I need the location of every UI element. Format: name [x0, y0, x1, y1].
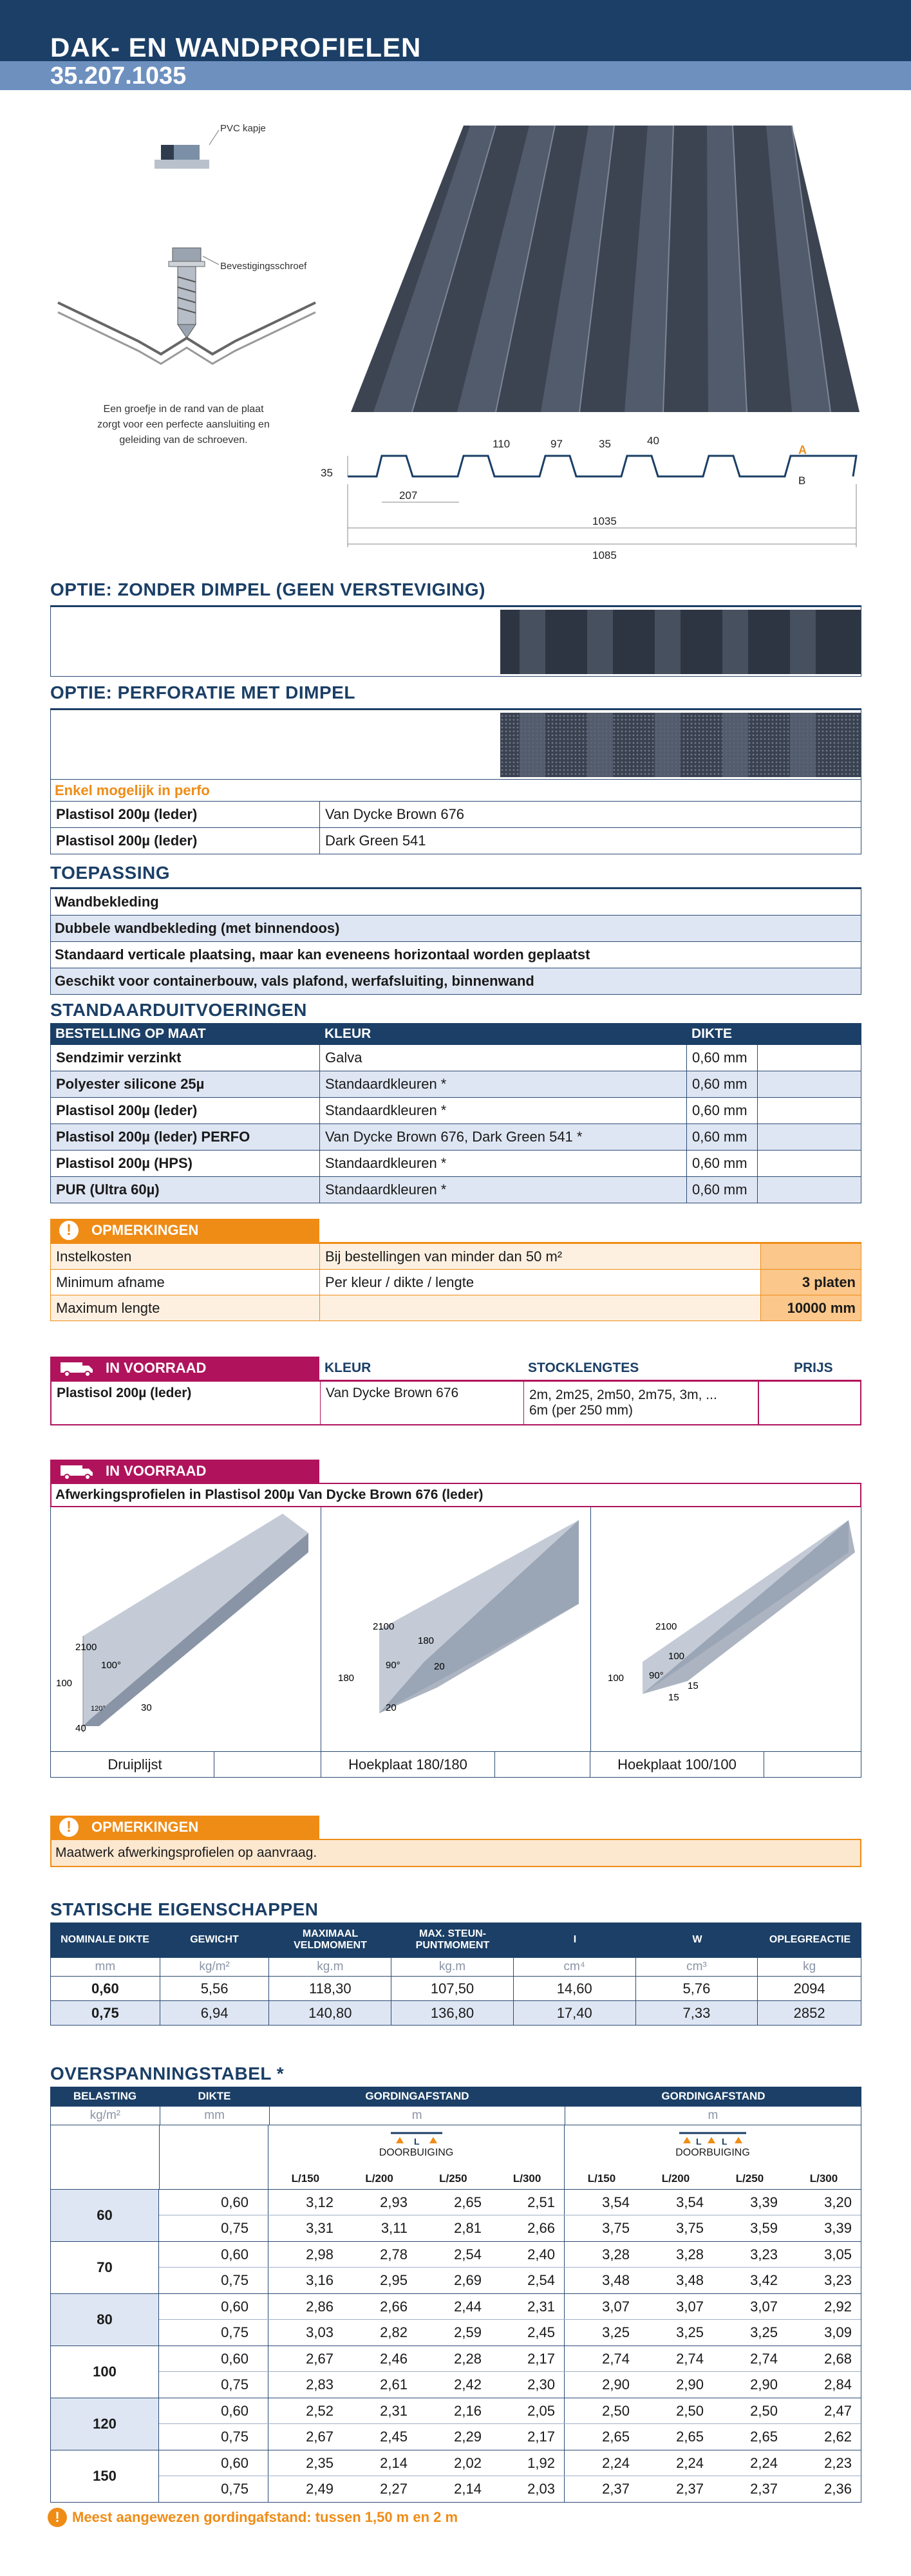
- svg-text:L: L: [696, 2136, 702, 2146]
- dim-a: A: [798, 444, 807, 456]
- overspanning-title: OVERSPANNINGSTABEL *: [50, 2064, 285, 2083]
- span-row: 0,60 2,52 2,31 2,16 2,05 2,50 2,50 2,50 2,47: [159, 2398, 861, 2424]
- footnote: ! Meest aangewezen gordingafstand: tussen 1,50 m en 2 m: [48, 2508, 861, 2527]
- dim-b: B: [798, 475, 806, 487]
- profile-section: [348, 456, 856, 476]
- svg-text:100°: 100°: [101, 1660, 122, 1671]
- svg-text:120°: 120°: [91, 1705, 106, 1713]
- sheet-illustration: [351, 126, 859, 412]
- caption-line-2: zorgt voor een perfecte aansluiting en: [97, 419, 270, 430]
- profile-name: Hoekplaat 180/180: [321, 1752, 495, 1777]
- perfo-note: Enkel mogelijk in perfo: [50, 780, 861, 802]
- profile-names-row: [50, 1752, 861, 1778]
- statisch-units: mm kg/m² kg.m kg.m cm⁴ cm³ kg: [50, 1957, 861, 1977]
- standaard-header: BESTELLING OP MAAT KLEUR DIKTE: [50, 1023, 861, 1045]
- svg-text:L: L: [413, 2136, 420, 2146]
- profile-illustration: [0, 90, 911, 573]
- option2-title: OPTIE: PERFORATIE MET DIMPEL: [50, 682, 355, 702]
- warning-icon: !: [59, 1818, 79, 1837]
- screw-label: Bevestigingsschroef: [220, 261, 307, 272]
- svg-text:90°: 90°: [649, 1670, 664, 1681]
- option1-title: OPTIE: ZONDER DIMPEL (GEEN VERSTEVIGING): [50, 579, 485, 599]
- toepassing-item: Geschikt voor containerbouw, vals plafond, werfafsluiting, binnenwand: [50, 968, 861, 995]
- svg-text:40: 40: [75, 1723, 86, 1734]
- opmerking-row: Minimum afname Per kleur / dikte / lengte 3 platen: [50, 1270, 861, 1295]
- voorraad-tab: IN VOORRAAD: [50, 1357, 319, 1380]
- span-row: 0,75 2,49 2,27 2,14 2,03 2,37 2,37 2,37 2,36: [159, 2476, 861, 2502]
- standaard-row: PUR (Ultra 60µ) Standaardkleuren * 0,60 mm: [50, 1177, 861, 1203]
- profile-name: Hoekplaat 100/100: [590, 1752, 764, 1777]
- svg-text:15: 15: [668, 1692, 680, 1703]
- statisch-row: 0,75 6,94 140,80 136,80 17,40 7,33 2852: [50, 2001, 861, 2026]
- deflection-icon: [378, 2129, 455, 2146]
- span-row: 0,75 2,83 2,61 2,42 2,30 2,90 2,90 2,90 2,84: [159, 2372, 861, 2398]
- dim-97: 97: [550, 438, 563, 450]
- pvc-cap-icon: [155, 130, 219, 169]
- dim-207: 207: [399, 489, 418, 502]
- svg-text:100: 100: [56, 1678, 73, 1689]
- product-figure: [0, 90, 911, 573]
- dim-35-top: 35: [599, 438, 611, 450]
- span-row: 0,60 2,67 2,46 2,28 2,17 2,74 2,74 2,74 2,68: [159, 2346, 861, 2372]
- stocklengtes-header: STOCKLENGTES: [528, 1360, 639, 1375]
- load-group: 80 0,60 2,86 2,66 2,44 2,31 3,07 3,07 3,07 2,92 0,75 3,03 2,82 2,59 2,45 3,25 3,25 3,25 3,09: [50, 2294, 861, 2346]
- load-group: 60 0,60 3,12 2,93 2,65 2,51 3,54 3,54 3,39 3,20 0,75 3,31 3,11 2,81 2,66 3,75 3,75 3,59 3,39: [50, 2190, 861, 2242]
- span-row: 0,75 3,16 2,95 2,69 2,54 3,48 3,48 3,42 3,23: [159, 2268, 861, 2293]
- standaard-row: Plastisol 200µ (leder) PERFO Van Dycke Brown 676, Dark Green 541 * 0,60 mm: [50, 1124, 861, 1151]
- truck-icon: [59, 1463, 98, 1480]
- span-row: 0,75 3,31 3,11 2,81 2,66 3,75 3,75 3,59 3,39: [159, 2215, 861, 2241]
- svg-text:180: 180: [337, 1673, 354, 1684]
- standaard-row: Plastisol 200µ (HPS) Standaardkleuren * 0,60 mm: [50, 1151, 861, 1177]
- option-no-dimple: [50, 579, 861, 677]
- opmerkingen-section-2: [50, 1816, 861, 1867]
- statisch-row: 0,60 5,56 118,30 107,50 14,60 5,76 2094: [50, 1977, 861, 2001]
- afwerkingsprofielen-section: [50, 1460, 861, 1778]
- svg-text:2100: 2100: [655, 1621, 677, 1632]
- load-group: 120 0,60 2,52 2,31 2,16 2,05 2,50 2,50 2,50 2,47 0,75 2,67 2,45 2,29 2,17 2,65 2,65 2,65 2,62: [50, 2398, 861, 2450]
- statisch-title: STATISCHE EIGENSCHAPPEN: [50, 1899, 319, 1919]
- span-row: 0,60 2,86 2,66 2,44 2,31 3,07 3,07 3,07 2,92: [159, 2294, 861, 2320]
- opmerking-row: Maximum lengte 10000 mm: [50, 1295, 861, 1321]
- product-code: 35.207.1035: [50, 62, 187, 89]
- screw-icon: [169, 248, 205, 338]
- load-group: 150 0,60 2,35 2,14 2,02 1,92 2,24 2,24 2,24 2,23 0,75 2,49 2,27 2,14 2,03 2,37 2,37 2,37 2,36: [50, 2450, 861, 2503]
- statisch-header: NOMINALE DIKTE GEWICHT MAXIMAAL VELDMOMENT MAX. STEUN-PUNTMOMENT I W OPLEGREACTIE: [50, 1923, 861, 1957]
- opmerkingen-section: [50, 1219, 861, 1321]
- span-row: 0,60 2,35 2,14 2,02 1,92 2,24 2,24 2,24 2,23: [159, 2450, 861, 2476]
- pvc-label: PVC kapje: [220, 123, 266, 134]
- warning-icon: !: [48, 2508, 67, 2527]
- opmerking-row: Instelkosten Bij bestellingen van minder dan 50 m²: [50, 1244, 861, 1270]
- perfo-row-1: Plastisol 200µ (leder) Van Dycke Brown 676: [50, 802, 861, 828]
- voorraad-row: Plastisol 200µ (leder) Van Dycke Brown 676 2m, 2m25, 2m50, 2m75, 3m, ... 6m (per 250 mm): [50, 1382, 861, 1425]
- deflection-icon: [674, 2129, 751, 2146]
- dim-1035: 1035: [592, 515, 617, 527]
- standaard-title: STANDAARDUITVOERINGEN: [50, 1000, 307, 1020]
- span-row: 0,60 2,98 2,78 2,54 2,40 3,28 3,28 3,23 3,05: [159, 2242, 861, 2268]
- overspanning-header: BELASTING DIKTE GORDINGAFSTAND GORDINGAFSTAND: [50, 2087, 861, 2106]
- overspanning-section: OVERSPANNINGSTABEL * BELASTING DIKTE GORDINGAFSTAND GORDINGAFSTAND kg/m² mm m m L DOORBUIGING L/150 L/200 L/250 L/300 L L DOORBUIGING L/150 L/200 L/250 L/300 60 0,60 3,12 2,93 2,65 2,51 3,54 3,54 3,39 3,20 0,75 3,31 3,11 2,81 2,66 3,75 3,75 3,59 3,39 70 0,60 2,98 2,78 2,54 2,40 3,28 3,28 3,23 3,05 0,75 3,16 2,95 2,69 2,54 3,48 3,48 3,42 3,23 80 0,60 2,86 2,66 2,44 2,31 3,07 3,07 3,07 2,92 0,75 3,03 2,82 2,59 2,45 3,25 3,25 3,25 3,09 100 0,60 2,67 2,46 2,28 2,17 2,74 2,74 2,74 2,68 0,75 2,83 2,61 2,42 2,30 2,90 2,90 2,90 2,84 120 0,60 2,52 2,31 2,16 2,05 2,50 2,50 2,50 2,47 0,75 2,67 2,45 2,29 2,17 2,65 2,65 2,65 2,62 150 0,60 2,35 2,14 2,02 1,92 2,24 2,24 2,24 2,23 0,75 2,49 2,27 2,14 2,03 2,37 2,37 2,37 2,36 ! Meest aangewezen gordingafstand: tussen 1,50 m en 2 m: [50, 2064, 861, 2527]
- opmerkingen-text: Maatwerk afwerkingsprofielen op aanvraag.: [50, 1839, 861, 1867]
- standaard-row: Plastisol 200µ (leder) Standaardkleuren * 0,60 mm: [50, 1098, 861, 1124]
- kleur-header: KLEUR: [324, 1360, 371, 1375]
- warning-icon: !: [59, 1221, 79, 1240]
- statisch-section: [50, 1899, 861, 2026]
- svg-text:L: L: [722, 2136, 728, 2146]
- svg-text:2100: 2100: [372, 1621, 395, 1632]
- perfo-row-2: Plastisol 200µ (leder) Dark Green 541: [50, 828, 861, 854]
- svg-text:100: 100: [668, 1651, 685, 1662]
- page-header: [0, 0, 911, 90]
- svg-text:90°: 90°: [385, 1660, 400, 1671]
- dimension-lines: [348, 456, 856, 547]
- sheet-plain-image: [423, 607, 861, 677]
- toepassing-item: Dubbele wandbekleding (met binnendoos): [50, 916, 861, 942]
- option-perforated: [50, 682, 861, 854]
- span-row: 0,75 2,67 2,45 2,29 2,17 2,65 2,65 2,65 2,62: [159, 2424, 861, 2450]
- svg-text:15: 15: [688, 1680, 699, 1691]
- svg-text:30: 30: [141, 1702, 152, 1713]
- voorraad-tab-2: IN VOORRAAD: [50, 1460, 319, 1483]
- hoekplaat-180-drawing: [321, 1507, 592, 1751]
- svg-text:20: 20: [385, 1702, 397, 1713]
- page-title: DAK- EN WANDPROFIELEN: [50, 32, 422, 62]
- svg-text:20: 20: [433, 1661, 445, 1672]
- dim-35-left: 35: [321, 467, 333, 479]
- standaard-section: [50, 1000, 861, 1203]
- standaard-row: Polyester silicone 25µ Standaardkleuren * 0,60 mm: [50, 1071, 861, 1098]
- profile-name: Druiplijst: [51, 1752, 214, 1777]
- opmerkingen-tab-2: ! OPMERKINGEN: [50, 1816, 319, 1839]
- toepassing-title: TOEPASSING: [50, 863, 171, 883]
- caption-line-1: Een groefje in de rand van de plaat: [103, 404, 264, 415]
- standaard-row: Sendzimir verzinkt Galva 0,60 mm: [50, 1045, 861, 1071]
- afwerking-subtitle: Afwerkingsprofielen in Plastisol 200µ Van Dycke Brown 676 (leder): [50, 1483, 861, 1507]
- dim-1085: 1085: [592, 549, 617, 561]
- truck-icon: [59, 1360, 98, 1377]
- span-row: 0,75 3,03 2,82 2,59 2,45 3,25 3,25 3,25 3,09: [159, 2320, 861, 2346]
- svg-text:180: 180: [417, 1635, 434, 1646]
- svg-text:100: 100: [608, 1673, 625, 1684]
- caption-line-3: geleiding van de schroeven.: [119, 435, 248, 446]
- druiplijst-drawing: [51, 1507, 321, 1751]
- toepassing-item: Wandbekleding: [50, 889, 861, 916]
- voorraad-section: [50, 1357, 861, 1425]
- toepassing-item: Standaard verticale plaatsing, maar kan eveneens horizontaal worden geplaatst: [50, 942, 861, 968]
- toepassing-section: [50, 863, 861, 995]
- dim-110: 110: [493, 438, 511, 450]
- dim-40: 40: [647, 435, 659, 447]
- prijs-header: PRIJS: [794, 1360, 833, 1375]
- opmerkingen-tab: ! OPMERKINGEN: [50, 1219, 319, 1242]
- sheet-perforated-image: [423, 710, 861, 780]
- overspanning-units: kg/m² mm m m: [50, 2106, 861, 2125]
- load-group: 100 0,60 2,67 2,46 2,28 2,17 2,74 2,74 2,74 2,68 0,75 2,83 2,61 2,42 2,30 2,90 2,90 2,90 2,84: [50, 2346, 861, 2398]
- svg-text:2100: 2100: [75, 1642, 97, 1653]
- hoekplaat-100-drawing: [591, 1507, 861, 1751]
- span-row: 0,60 3,12 2,93 2,65 2,51 3,54 3,54 3,39 3,20: [159, 2190, 861, 2215]
- load-group: 70 0,60 2,98 2,78 2,54 2,40 3,28 3,28 3,23 3,05 0,75 3,16 2,95 2,69 2,54 3,48 3,48 3,42 3,23: [50, 2242, 861, 2294]
